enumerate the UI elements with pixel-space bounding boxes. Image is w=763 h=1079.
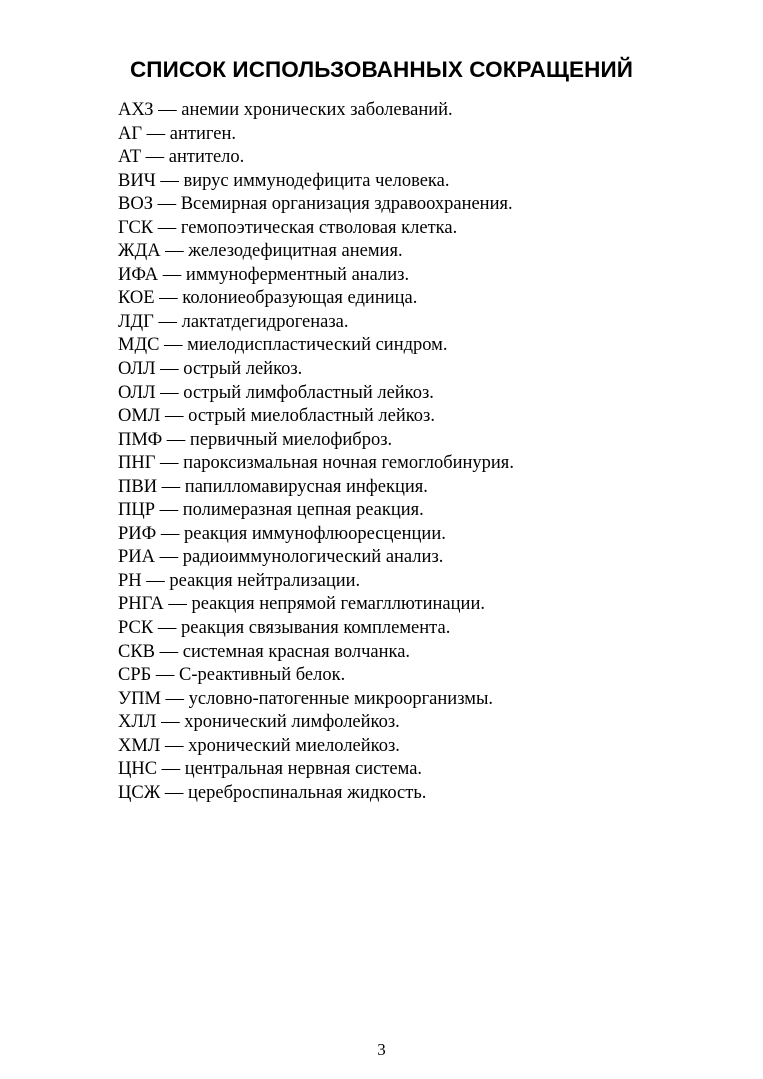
list-item: ИФА — иммуноферментный анализ. bbox=[118, 264, 410, 285]
list-item: ОЛЛ — острый лейкоз. bbox=[118, 359, 303, 380]
list-item: ЖДА — железодефицитная анемия. bbox=[118, 241, 403, 262]
list-item: СКВ — системная красная волчанка. bbox=[118, 641, 411, 662]
list-item: ОЛЛ — острый лимфобластный лейкоз. bbox=[118, 382, 434, 403]
page-number: 3 bbox=[377, 1040, 386, 1059]
list-item: ЛДГ — лактатдегидрогеназа. bbox=[118, 311, 349, 332]
list-item: УПМ — условно-патогенные микроорганизмы. bbox=[118, 688, 493, 709]
list-item: ХМЛ — хронический миелолейкоз. bbox=[118, 735, 400, 756]
list-item: ПМФ — первичный миелофиброз. bbox=[118, 429, 393, 450]
list-item: МДС — миелодиспластический синдром. bbox=[118, 335, 448, 356]
list-item: ЦСЖ — цереброспинальная жидкость. bbox=[118, 782, 427, 803]
list-item: ЦНС — центральная нервная система. bbox=[118, 759, 423, 780]
list-item: РИА — радиоиммунологический анализ. bbox=[118, 547, 444, 568]
list-item: РСК — реакция связывания комплемента. bbox=[118, 618, 451, 639]
list-item: ПВИ — папилломавирусная инфекция. bbox=[118, 476, 428, 497]
abbreviation-list bbox=[118, 99, 514, 805]
list-item: ГСК — гемопоэтическая стволовая клетка. bbox=[118, 217, 458, 238]
list-item: АХЗ — анемии хронических заболеваний. bbox=[118, 100, 453, 120]
list-item: РН — реакция нейтрализации. bbox=[118, 570, 361, 591]
list-item: РНГА — реакция непрямой гемагллютинации. bbox=[118, 594, 485, 615]
list-item: ПНГ — пароксизмальная ночная гемоглобинурия. bbox=[118, 453, 514, 474]
list-item: ВОЗ — Всемирная организация здравоохранения. bbox=[118, 194, 513, 215]
list-item: СРБ — С-реактивный белок. bbox=[118, 665, 346, 686]
page-title: СПИСОК ИСПОЛЬЗОВАННЫХ СОКРАЩЕНИЙ bbox=[129, 57, 634, 82]
list-item: ХЛЛ — хронический лимфолейкоз. bbox=[118, 712, 400, 733]
list-item: ОМЛ — острый миелобластный лейкоз. bbox=[118, 406, 435, 427]
list-item: АГ — антиген. bbox=[118, 123, 236, 144]
list-item: ВИЧ — вирус иммунодефицита человека. bbox=[118, 170, 450, 191]
list-item: КОЕ — колониеобразующая единица. bbox=[118, 288, 418, 309]
list-item: РИФ — реакция иммунофлюоресценции. bbox=[118, 523, 446, 544]
list-item: АТ — антитело. bbox=[118, 147, 245, 168]
list-item: ПЦР — полимеразная цепная реакция. bbox=[118, 500, 424, 521]
